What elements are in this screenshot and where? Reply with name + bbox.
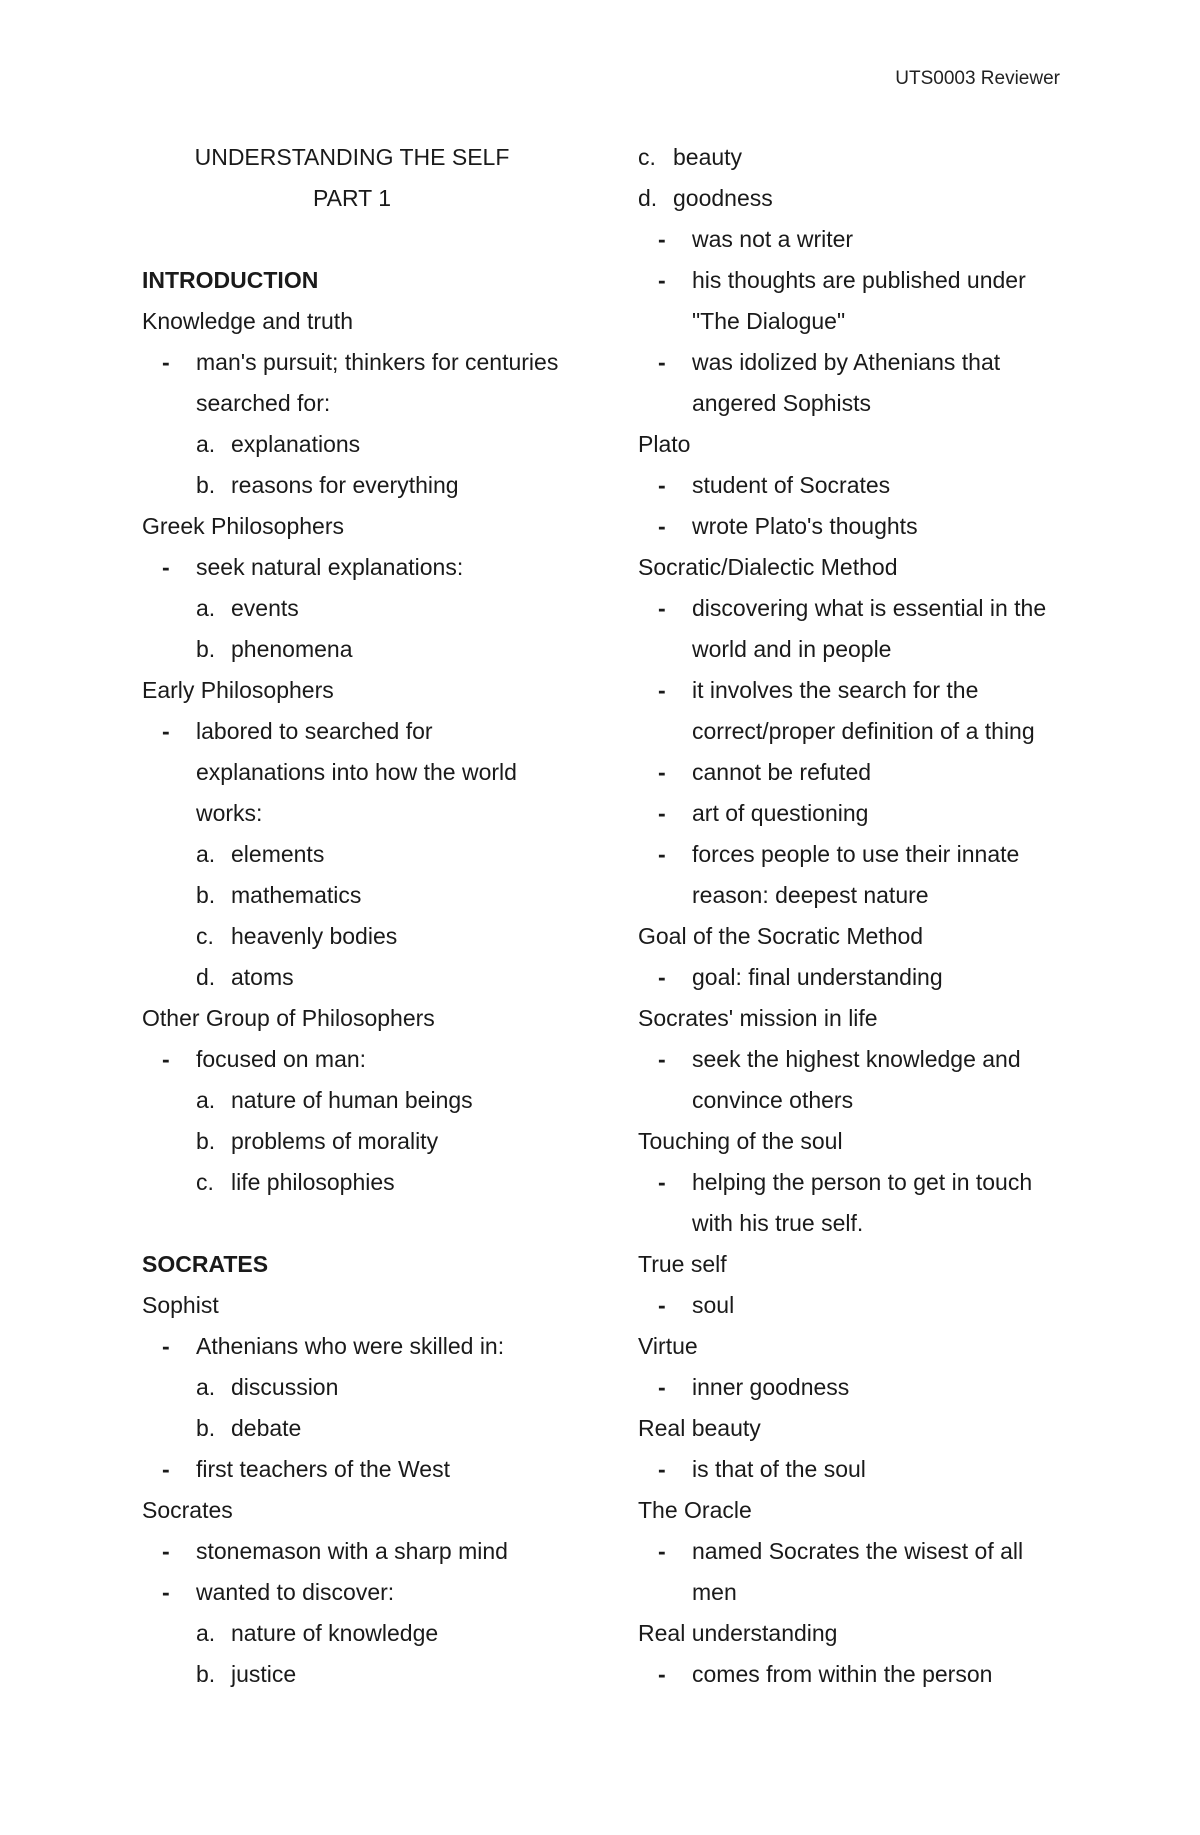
sub-item-marker: b. [196,1661,216,1687]
bullet-item: - student of Socrates [638,465,1068,506]
bullet-item: - his thoughts are published under "The Dialogue" [638,260,1068,342]
page-header: UTS0003 Reviewer [895,68,1060,89]
bullet-item: - seek natural explanations: [142,547,562,588]
sub-item [142,1080,562,1121]
topic-real-understanding: Real understanding [638,1620,838,1646]
sub-item-marker: c. [196,1169,214,1195]
sub-item-marker: b. [196,636,216,662]
doc-title: UNDERSTANDING THE SELF [194,144,510,170]
bullet-item: - Athenians who were skilled in: [142,1326,562,1367]
sub-item-text: nature of human beings [231,1087,473,1113]
sub-item-text: explanations [231,431,361,457]
bullet-item: - wrote Plato's thoughts [638,506,1068,547]
bullet-item: - cannot be refuted [638,752,1068,793]
doc-subtitle: PART 1 [313,185,391,211]
topic-plato: Plato [638,431,691,457]
sub-item-text: problems of morality [231,1128,439,1154]
sub-item-marker: d. [196,964,216,990]
sub-item-text: heavenly bodies [231,923,398,949]
topic-real-beauty: Real beauty [638,1415,761,1441]
sub-item-marker: a. [196,1374,216,1400]
topic-knowledge: Knowledge and truth [142,308,353,334]
bullet-item: - was idolized by Athenians that angered Sophists [638,342,1068,424]
topic-socratic-method: Socratic/Dialectic Method [638,554,898,580]
bullet-item: - forces people to use their innate reason: deepest nature [638,834,1068,916]
topic-sophist: Sophist [142,1292,219,1318]
sub-item [142,916,562,957]
right-column [638,137,1068,1695]
sub-item-marker: d. [638,185,658,211]
bullet-item: - comes from within the person [638,1654,1068,1695]
bullet-item: - is that of the soul [638,1449,1068,1490]
bullet-item: - named Socrates the wisest of all men [638,1531,1068,1613]
bullet-item: - goal: final understanding [638,957,1068,998]
sub-item [142,1613,562,1654]
sub-item [584,137,1068,178]
sub-item [142,629,562,670]
section-heading-introduction: INTRODUCTION [142,267,319,293]
bullet-item: - helping the person to get in touch with his true self. [638,1162,1068,1244]
sub-item-marker: a. [196,1087,216,1113]
sub-item-marker: a. [196,595,216,621]
sub-item-text: goodness [673,185,773,211]
sub-item-marker: b. [196,882,216,908]
sub-item [142,1654,562,1695]
sub-item-text: life philosophies [231,1169,395,1195]
bullet-item: - was not a writer [638,219,1068,260]
sub-item [142,465,562,506]
topic-true-self: True self [638,1251,727,1277]
sub-item [142,1121,562,1162]
sub-item-text: elements [231,841,325,867]
sub-item-text: nature of knowledge [231,1620,439,1646]
sub-item-marker: b. [196,472,216,498]
topic-mission: Socrates' mission in life [638,1005,878,1031]
sub-item [142,1162,562,1203]
sub-item-text: mathematics [231,882,362,908]
bullet-item: - labored to searched for explanations into how the world works: [142,711,562,834]
topic-greek-philosophers: Greek Philosophers [142,513,344,539]
sub-item-marker: c. [638,144,656,170]
sub-item-marker: c. [196,923,214,949]
sub-item [142,424,562,465]
bullet-item: - focused on man: [142,1039,562,1080]
sub-item [142,1408,562,1449]
bullet-item: - art of questioning [638,793,1068,834]
sub-item [142,957,562,998]
sub-item-text: reasons for everything [231,472,459,498]
sub-item-text: phenomena [231,636,353,662]
topic-other-philosophers: Other Group of Philosophers [142,1005,435,1031]
topic-socrates: Socrates [142,1497,233,1523]
bullet-item: - seek the highest knowledge and convince others [638,1039,1068,1121]
topic-early-philosophers: Early Philosophers [142,677,334,703]
sub-item [142,588,562,629]
topic-goal: Goal of the Socratic Method [638,923,924,949]
bullet-item: - soul [638,1285,1068,1326]
sub-item-text: justice [231,1661,297,1687]
sub-item [584,178,1068,219]
sub-item [142,875,562,916]
sub-item-text: discussion [231,1374,339,1400]
topic-touching-soul: Touching of the soul [638,1128,843,1154]
sub-item-marker: a. [196,431,216,457]
sub-item-text: beauty [673,144,743,170]
bullet-item: - man's pursuit; thinkers for centuries searched for: [142,342,562,424]
left-column [142,137,562,1695]
topic-oracle: The Oracle [638,1497,752,1523]
sub-item [142,1367,562,1408]
bullet-item: - stonemason with a sharp mind [142,1531,562,1572]
bullet-item: - discovering what is essential in the world and in people [638,588,1068,670]
sub-item-marker: b. [196,1415,216,1441]
bullet-item: - first teachers of the West [142,1449,562,1490]
sub-item-text: events [231,595,299,621]
sub-item [142,834,562,875]
section-heading-socrates: SOCRATES [142,1251,269,1277]
bullet-item: - it involves the search for the correct/proper definition of a thing [638,670,1068,752]
sub-item-marker: b. [196,1128,216,1154]
bullet-item: - inner goodness [638,1367,1068,1408]
topic-virtue: Virtue [638,1333,698,1359]
sub-item-marker: a. [196,1620,216,1646]
sub-item-text: atoms [231,964,294,990]
sub-item-marker: a. [196,841,216,867]
sub-item-text: debate [231,1415,302,1441]
bullet-item: - wanted to discover: [142,1572,562,1613]
